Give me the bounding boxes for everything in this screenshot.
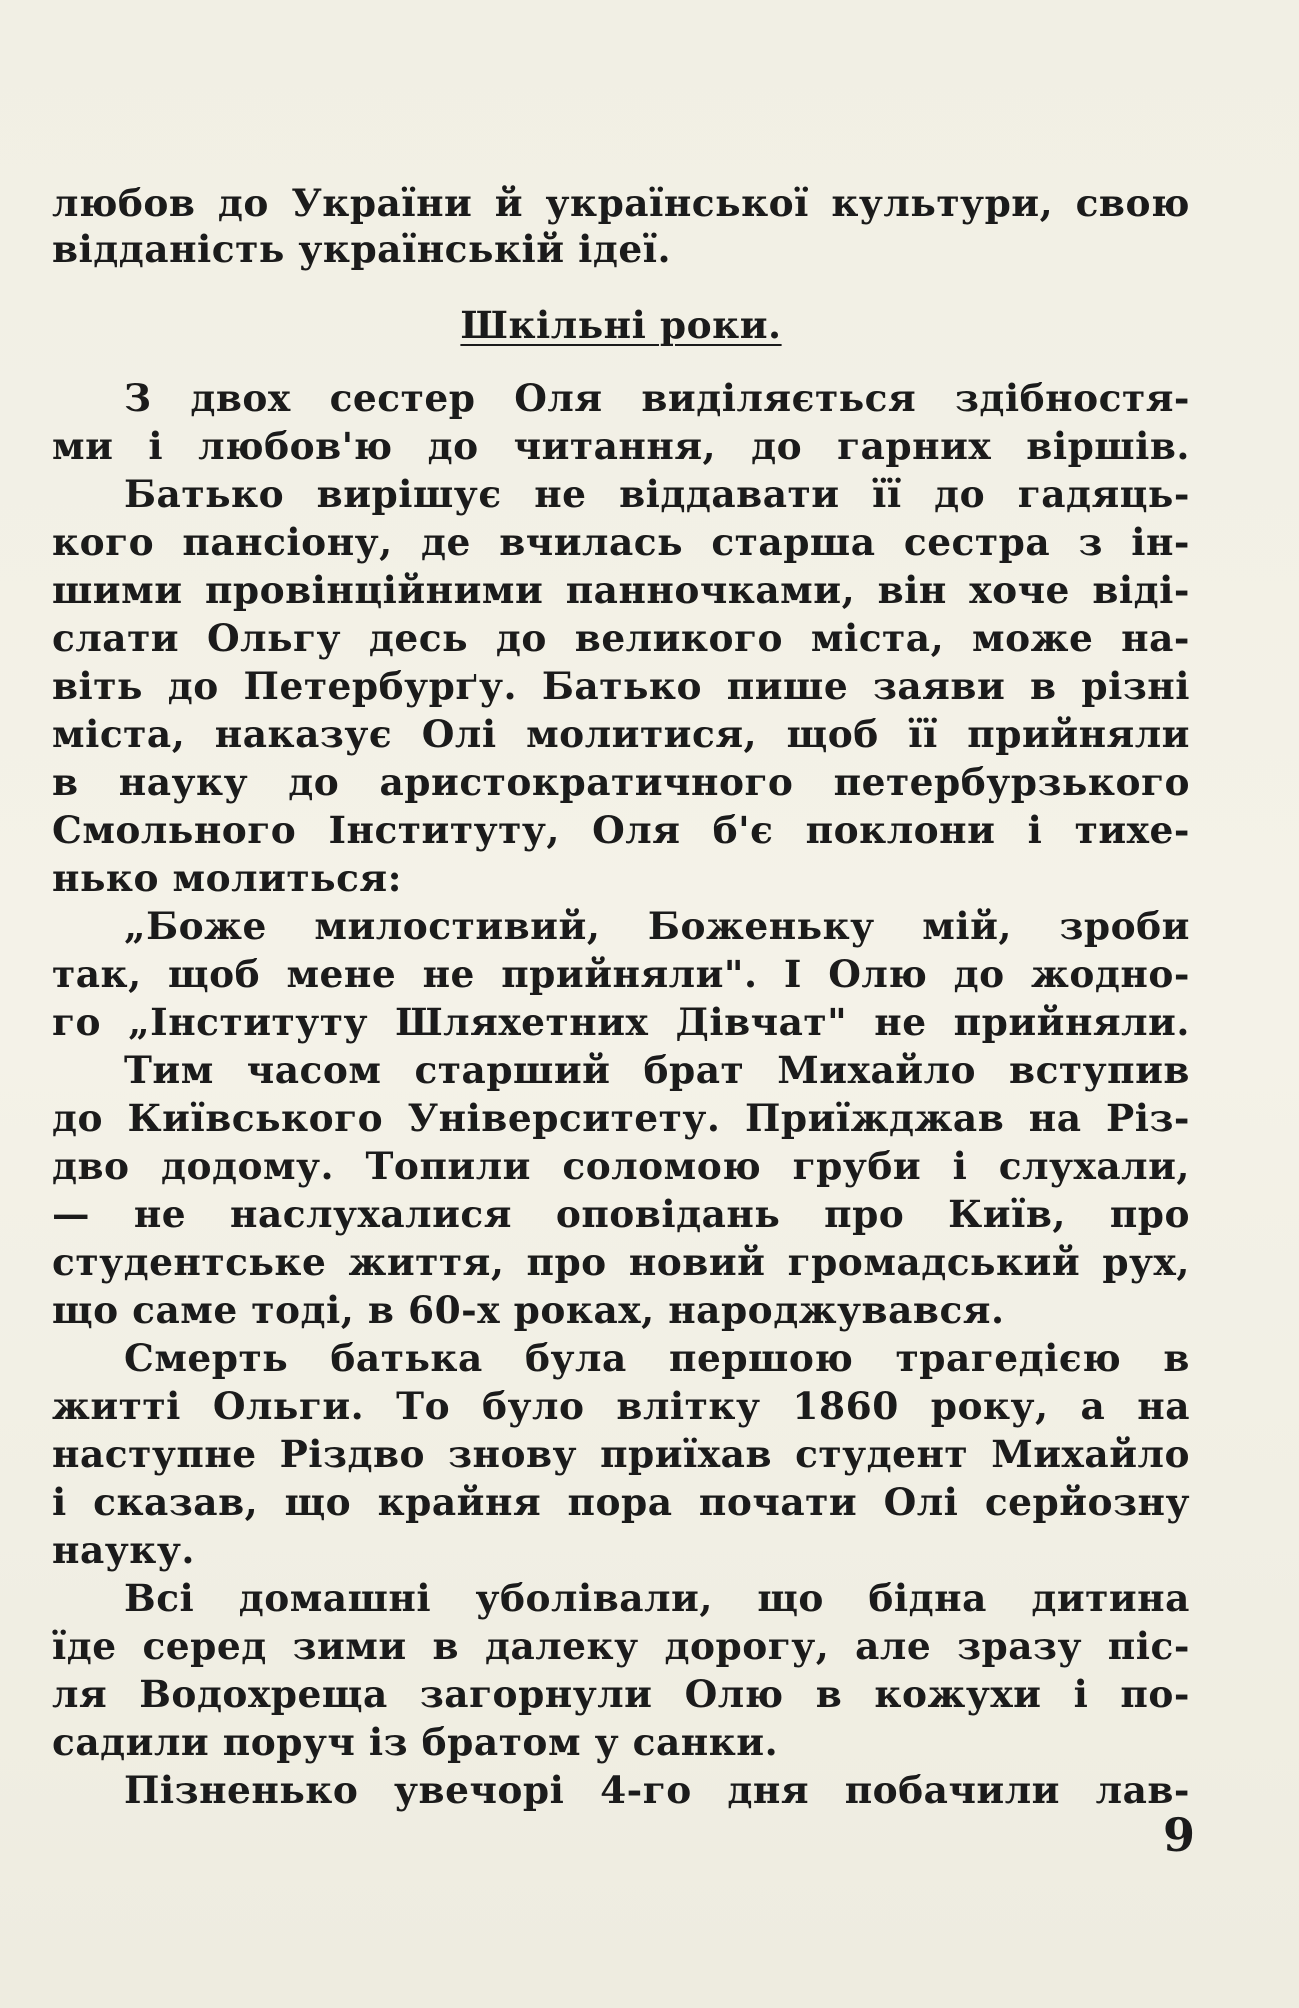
text-line <box>52 663 1190 709</box>
word: до <box>167 664 219 708</box>
word: петербурзького <box>833 760 1190 804</box>
word: Петербурґу. <box>243 664 518 708</box>
word: науку <box>118 760 249 804</box>
word: але <box>855 1624 932 1668</box>
word: тихе- <box>1074 808 1190 852</box>
text-line: відданість українській ідеї. <box>52 227 672 271</box>
word: дво <box>52 1144 130 1188</box>
text-line <box>124 1767 1190 1813</box>
word: — <box>52 1192 90 1236</box>
word: пансіону, <box>182 520 393 564</box>
word: Тим <box>124 1048 214 1092</box>
word: так, <box>52 952 142 996</box>
word: великого <box>574 616 784 660</box>
word: не <box>534 472 587 516</box>
text-line <box>52 423 1190 469</box>
word: б'є <box>712 808 774 852</box>
text-line <box>52 1239 1190 1285</box>
word: Ольги. <box>212 1384 365 1428</box>
text-line: що саме тоді, в 60-х роках, народжувався. <box>52 1288 1005 1332</box>
word: слухали, <box>998 1144 1190 1188</box>
text-line <box>124 471 1190 517</box>
word: груби <box>792 1144 922 1188</box>
word: до <box>427 424 479 468</box>
word: на <box>1028 1096 1082 1140</box>
word: десь <box>368 616 469 660</box>
text-line <box>124 1047 1190 1093</box>
word: свою <box>1075 181 1190 225</box>
text-line <box>52 951 1190 997</box>
word: ля <box>52 1672 108 1716</box>
word: пора <box>567 1480 673 1524</box>
word: заяви <box>872 664 1006 708</box>
word: і <box>1073 1672 1089 1716</box>
word: оповідань <box>555 1192 781 1236</box>
word: до <box>217 181 269 225</box>
word: вирішує <box>316 472 502 516</box>
word: щоб <box>168 952 261 996</box>
word: прийняли. <box>953 1000 1190 1044</box>
word: мене <box>286 952 397 996</box>
word: сказав, <box>93 1480 259 1524</box>
word: і <box>148 424 164 468</box>
word: до <box>751 424 803 468</box>
word: панночками, <box>565 568 856 612</box>
word: здібностя- <box>955 376 1190 420</box>
word: почати <box>698 1480 858 1524</box>
word: про <box>1109 1192 1190 1236</box>
word: Олі <box>883 1480 959 1524</box>
word: Олі <box>421 712 497 756</box>
word: го <box>52 1000 101 1044</box>
text-line: нько молиться: <box>52 856 402 900</box>
word: до <box>495 616 547 660</box>
word: сестра <box>903 520 1051 564</box>
word: Київ, <box>948 1192 1066 1236</box>
word: „Інституту <box>128 1000 369 1044</box>
word: З <box>124 376 152 420</box>
text-line <box>52 999 1190 1045</box>
word: старша <box>711 520 876 564</box>
word: кого <box>52 520 155 564</box>
text-line <box>124 903 1190 949</box>
word: милостивий, <box>314 904 601 948</box>
word: влітку <box>616 1384 761 1428</box>
word: може <box>972 616 1094 660</box>
word: на- <box>1121 616 1190 660</box>
word: ми <box>52 424 114 468</box>
text-line <box>52 1479 1190 1525</box>
word: і <box>52 1480 67 1524</box>
word: зроби <box>1059 904 1190 948</box>
word: додому. <box>160 1144 335 1188</box>
word: до <box>934 472 986 516</box>
word: життя, <box>348 1240 505 1284</box>
word: любов <box>52 181 196 225</box>
word: дня <box>727 1768 810 1812</box>
word: не <box>874 1000 927 1044</box>
word: приїхав <box>600 1432 773 1476</box>
text-line <box>52 615 1190 661</box>
word: про <box>824 1192 905 1236</box>
word: пише <box>726 664 849 708</box>
text-line <box>52 519 1190 565</box>
word: „Боже <box>124 904 267 948</box>
word: в <box>1030 664 1057 708</box>
text-line <box>124 1575 1190 1621</box>
word: серед <box>142 1624 267 1668</box>
word: молитися, <box>526 712 758 756</box>
word: й <box>494 181 524 225</box>
word: житті <box>52 1384 181 1428</box>
word: міста, <box>810 616 945 660</box>
text-line: науку. <box>52 1528 195 1572</box>
word: Різдво <box>279 1432 426 1476</box>
word: батька <box>330 1336 483 1380</box>
word: віть <box>52 664 143 708</box>
word: в <box>432 1624 460 1668</box>
word: в <box>52 760 79 804</box>
word: по- <box>1120 1672 1190 1716</box>
word: побачили <box>844 1768 1060 1812</box>
word: Приїжджав <box>744 1096 1005 1140</box>
word: Оля <box>592 808 681 852</box>
word: вступив <box>1009 1048 1190 1092</box>
word: міста, <box>52 712 186 756</box>
word: про <box>526 1240 607 1284</box>
text-line <box>52 1671 1190 1717</box>
word: соломою <box>562 1144 762 1188</box>
word: Інституту, <box>328 808 560 852</box>
word: дорогу, <box>664 1624 830 1668</box>
word: домашні <box>238 1576 432 1620</box>
word: двох <box>190 376 291 420</box>
word: Олю <box>828 952 928 996</box>
word: культури, <box>831 181 1054 225</box>
word: прийняли <box>967 712 1190 756</box>
word: до <box>288 760 340 804</box>
section-heading: Шкільні роки. <box>460 303 782 347</box>
word: крайня <box>377 1480 542 1524</box>
word: її <box>908 712 938 756</box>
word: з <box>1078 520 1103 564</box>
word: серйозну <box>984 1480 1190 1524</box>
page-number: 9 <box>1163 1808 1196 1862</box>
word: поклони <box>805 808 996 852</box>
word: піс- <box>1107 1624 1190 1668</box>
word: він <box>877 568 947 612</box>
word: Смерть <box>124 1336 289 1380</box>
word: любов'ю <box>198 424 393 468</box>
word: То <box>396 1384 451 1428</box>
word: аристократичного <box>379 760 794 804</box>
word: Михайло <box>991 1432 1190 1476</box>
word: наступне <box>52 1432 257 1476</box>
word: до <box>953 952 1005 996</box>
word: Оля <box>514 376 603 420</box>
word: наказує <box>214 712 393 756</box>
text-line <box>52 567 1190 613</box>
word: хоче <box>969 568 1070 612</box>
word: різні <box>1081 664 1190 708</box>
text-line <box>52 1383 1190 1429</box>
word: зразу <box>957 1624 1082 1668</box>
text-line <box>52 711 1190 757</box>
word: України <box>291 181 473 225</box>
word: Дівчат" <box>675 1000 848 1044</box>
word: мій, <box>922 904 1012 948</box>
word: в <box>815 1672 843 1716</box>
text-line <box>52 1095 1190 1141</box>
word: гарних <box>837 424 992 468</box>
word: дитина <box>1031 1576 1190 1620</box>
word: часом <box>246 1048 382 1092</box>
word: віддавати <box>619 472 840 516</box>
word: Батько <box>124 472 285 516</box>
word: ін- <box>1131 520 1190 564</box>
word: на <box>1137 1384 1190 1428</box>
word: її <box>872 472 902 516</box>
word: зими <box>292 1624 407 1668</box>
word: сестер <box>329 376 476 420</box>
word: і <box>1027 808 1043 852</box>
word: було <box>482 1384 585 1428</box>
word: студентське <box>52 1240 327 1284</box>
word: шими <box>52 568 183 612</box>
word: Топили <box>365 1144 531 1188</box>
word: не <box>422 952 475 996</box>
word: брат <box>643 1048 745 1092</box>
word: далеку <box>484 1624 639 1668</box>
word: до <box>52 1096 104 1140</box>
word: 4-го <box>600 1768 692 1812</box>
text-line <box>52 1431 1190 1477</box>
word: провінційними <box>204 568 544 612</box>
text-line <box>124 1335 1190 1381</box>
word: бідна <box>868 1576 987 1620</box>
word: що <box>757 1576 824 1620</box>
word: 1860 <box>792 1384 899 1428</box>
word: старший <box>414 1048 611 1092</box>
word: кожухи <box>874 1672 1042 1716</box>
word: Смольного <box>52 808 297 852</box>
word: лав- <box>1095 1768 1190 1812</box>
word: Ольгу <box>206 616 342 660</box>
word: трагедією <box>895 1336 1122 1380</box>
word: щоб <box>786 712 879 756</box>
word: Різ- <box>1106 1096 1190 1140</box>
text-line <box>52 759 1190 805</box>
word: Університету. <box>407 1096 721 1140</box>
word: новий <box>628 1240 766 1284</box>
word: рух, <box>1102 1240 1190 1284</box>
word: студент <box>795 1432 969 1476</box>
word: української <box>545 181 809 225</box>
word: уболівали, <box>475 1576 713 1620</box>
word: їде <box>52 1624 117 1668</box>
word: гадяць- <box>1017 472 1190 516</box>
word: віршів. <box>1026 424 1190 468</box>
word: Батько <box>541 664 702 708</box>
word: року, <box>930 1384 1049 1428</box>
text-line: садили поруч із братом у санки. <box>52 1720 779 1764</box>
word: слати <box>52 616 180 660</box>
word: Водохреща <box>139 1672 388 1716</box>
word: Всі <box>124 1576 195 1620</box>
word: Шляхетних <box>395 1000 649 1044</box>
text-line <box>124 375 1190 421</box>
word: читання, <box>513 424 717 468</box>
word: увечорі <box>394 1768 565 1812</box>
word: що <box>284 1480 352 1524</box>
word: не <box>133 1192 187 1236</box>
word: громадський <box>787 1240 1081 1284</box>
word: вчилась <box>499 520 684 564</box>
word: в <box>1163 1336 1190 1380</box>
text-line <box>52 807 1190 853</box>
word: Пізненько <box>124 1768 359 1812</box>
word: загорнули <box>419 1672 653 1716</box>
text-line <box>52 1623 1190 1669</box>
word: Олю <box>684 1672 784 1716</box>
word: прийняли". <box>501 952 758 996</box>
word: знову <box>448 1432 578 1476</box>
word: була <box>525 1336 627 1380</box>
word: першою <box>669 1336 854 1380</box>
text-line <box>52 1191 1190 1237</box>
word: Михайло <box>777 1048 977 1092</box>
word: виділяється <box>641 376 917 420</box>
word: де <box>421 520 471 564</box>
text-line <box>52 1143 1190 1189</box>
word: наслухалися <box>230 1192 512 1236</box>
word: жодно- <box>1031 952 1190 996</box>
word: і <box>952 1144 968 1188</box>
word: Боженьку <box>647 904 875 948</box>
word: віді- <box>1092 568 1190 612</box>
word: а <box>1080 1384 1106 1428</box>
word: Київського <box>127 1096 384 1140</box>
text-line <box>52 180 1190 226</box>
word: І <box>783 952 802 996</box>
